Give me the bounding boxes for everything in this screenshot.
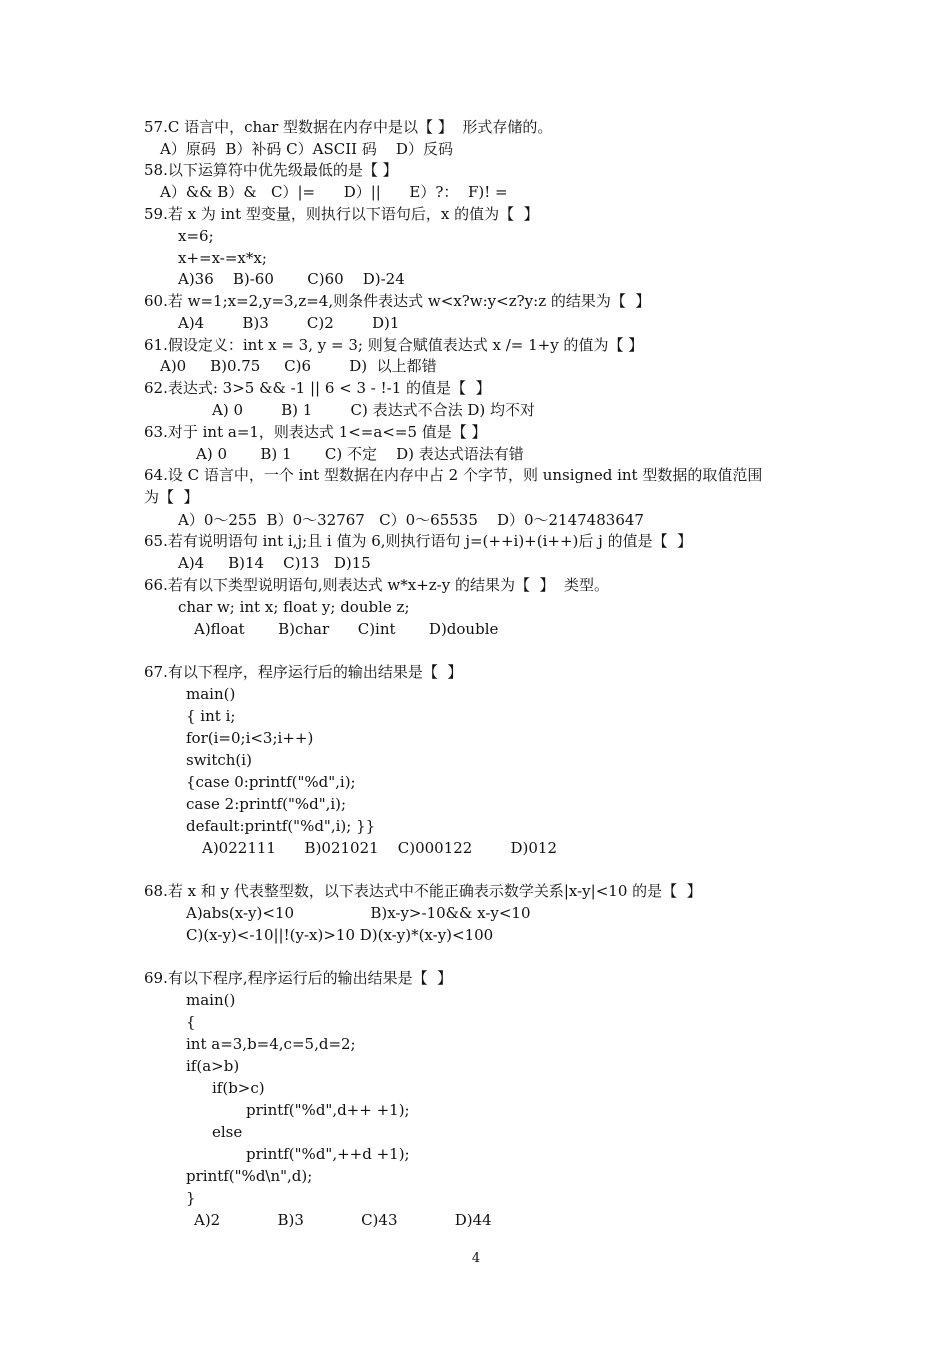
q67-options: A)022111 B)021021 C)000122 D)012 [202, 839, 558, 857]
q66-options: A)float B)char C)int D)double [194, 620, 499, 638]
q69-question: 69.有以下程序,程序运行后的输出结果是【 】 [144, 969, 453, 987]
q64-options: A）0～255 B）0～32767 C）0～65535 D）0～2147483647 [178, 511, 644, 529]
q67-code-line: for(i=0;i<3;i++) [186, 729, 314, 747]
q67-code-line: case 2:printf("%d",i); [186, 795, 347, 813]
q69-code-line: if(b>c) [212, 1079, 265, 1097]
q58-question: 58.以下运算符中优先级最低的是【 】 [144, 161, 398, 179]
q66-code-line: char w; int x; float y; double z; [178, 598, 410, 616]
q69-options: A)2 B)3 C)43 D)44 [194, 1211, 492, 1229]
q68-options: A)abs(x-y)<10 B)x-y>-10&& x-y<10 [186, 904, 531, 922]
q69-code-line: else [212, 1123, 243, 1141]
q69-code-line: printf("%d",++d +1); [246, 1145, 410, 1163]
q59-code-line: x+=x-=x*x; [178, 249, 267, 267]
q59-question: 59.若 x 为 int 型变量，则执行以下语句后，x 的值为【 】 [144, 205, 539, 223]
q59-options: A)36 B)-60 C)60 D)-24 [178, 270, 405, 288]
q60-options: A)4 B)3 C)2 D)1 [178, 314, 400, 332]
q62-question: 62.表达式: 3>5 && -1 || 6 < 3 - !-1 的值是【 】 [144, 379, 491, 397]
q61-question: 61.假设定义：int x = 3, y = 3; 则复合赋值表达式 x /= 1+y 的值为【 】 [144, 336, 644, 354]
q69-code-line: } [186, 1189, 196, 1207]
q67-code-line: { int i; [186, 707, 236, 725]
q59-code-line: x=6; [178, 227, 214, 245]
q68-question: 68.若 x 和 y 代表整型数，以下表达式中不能正确表示数学关系|x-y|<10 的是【 】 [144, 882, 702, 900]
q65-options: A)4 B)14 C)13 D)15 [178, 554, 371, 572]
q69-code-line: main() [186, 991, 236, 1009]
q64-question-continued: 为【 】 [144, 488, 199, 506]
q67-code-line: {case 0:printf("%d",i); [186, 773, 356, 791]
q67-question: 67.有以下程序，程序运行后的输出结果是【 】 [144, 663, 463, 681]
q61-options: A)0 B)0.75 C)6 D) 以上都错 [160, 357, 437, 375]
q65-question: 65.若有说明语句 int i,j;且 i 值为 6,则执行语句 j=(++i)+(i++)后 j 的值是【 】 [144, 532, 693, 550]
q63-question: 63.对于 int a=1，则表达式 1<=a<=5 值是【 】 [144, 423, 487, 441]
q67-code-line: main() [186, 685, 236, 703]
q69-code-line: if(a>b) [186, 1057, 240, 1075]
q67-code-line: default:printf("%d",i); }} [186, 817, 376, 835]
q57-options: A）原码 B）补码 C）ASCII 码 D）反码 [160, 140, 453, 158]
q63-options: A) 0 B) 1 C) 不定 D) 表达式语法有错 [196, 445, 524, 463]
q66-question: 66.若有以下类型说明语句,则表达式 w*x+z-y 的结果为【 】 类型。 [144, 576, 610, 594]
q58-options: A）&& B）& C）|= D）|| E）?： F)! = [160, 183, 508, 201]
q69-code-line: printf("%d",d++ +1); [246, 1101, 410, 1119]
q57-question: 57.C 语言中，char 型数据在内存中是以【 】 形式存储的。 [144, 118, 553, 136]
q69-code-line: printf("%d\n",d); [186, 1167, 313, 1185]
q68-options: C)(x-y)<-10||!(y-x)>10 D)(x-y)*(x-y)<100 [186, 926, 494, 944]
q64-question: 64.设 C 语言中，一个 int 型数据在内存中占 2 个字节，则 unsigned int 型数据的取值范围 [144, 466, 763, 484]
page-number: 4 [471, 1251, 481, 1266]
q60-question: 60.若 w=1;x=2,y=3,z=4,则条件表达式 w<x?w:y<z?y:z 的结果为【 】 [144, 292, 651, 310]
q67-code-line: switch(i) [186, 751, 252, 769]
q62-options: A) 0 B) 1 C) 表达式不合法 D) 均不对 [212, 401, 535, 419]
q69-code-line: { [186, 1013, 196, 1031]
q69-code-line: int a=3,b=4,c=5,d=2; [186, 1035, 356, 1053]
